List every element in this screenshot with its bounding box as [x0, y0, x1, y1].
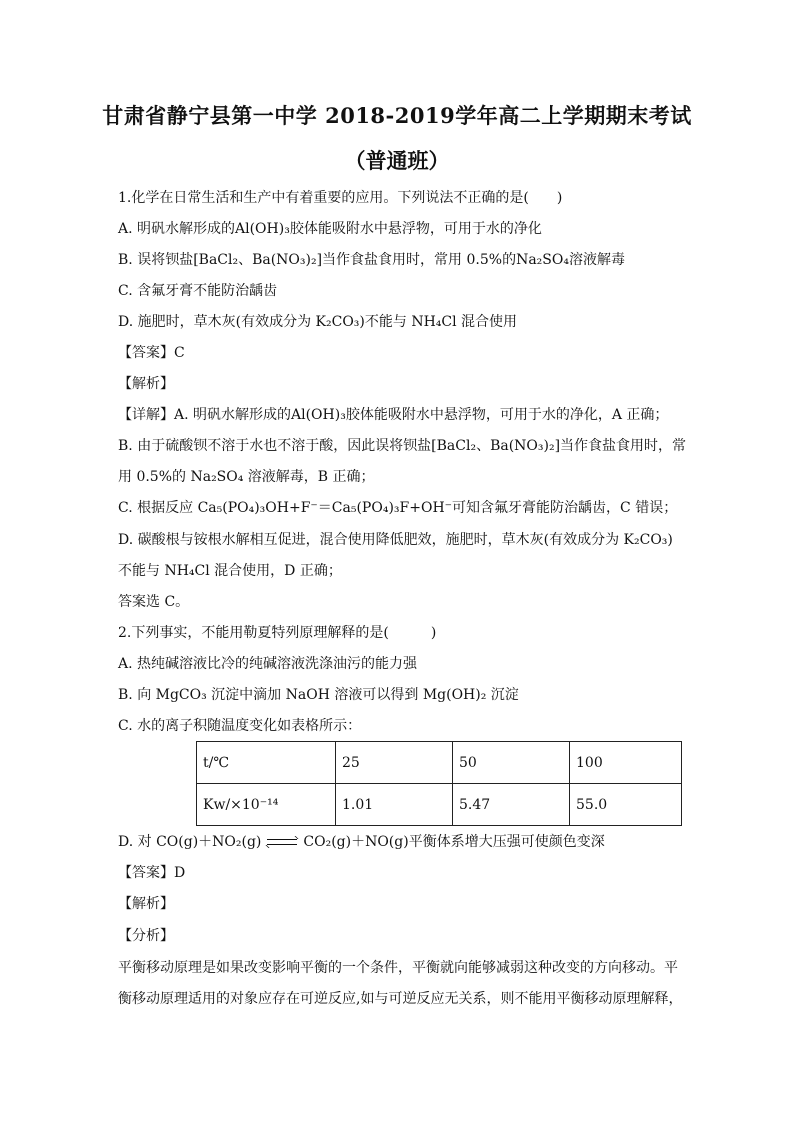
q1-detail-d-line2: 不能与 NH₄Cl 混合使用，D 正确； — [118, 563, 342, 579]
q1-detail-b-line1: B. 由于硫酸钡不溶于水也不溶于酸，因此误将钡盐[BaCl₂、Ba(NO₃)₂]当作食盐食用时，常 — [118, 438, 687, 454]
q2-analysis-heading: 【解析】 — [118, 896, 174, 912]
page-title: 甘肃省静宁县第一中学 2018-2019学年高二上学期期末考试 — [102, 103, 692, 128]
table-cell: 50 — [453, 742, 570, 784]
table-cell: t/℃ — [197, 742, 336, 784]
table-cell: 55.0 — [570, 784, 682, 826]
q2-fenxi-line1: 平衡移动原理是如果改变影响平衡的一个条件，平衡就向能够减弱这种改变的方向移动。平 — [118, 960, 678, 976]
q2-fenxi-heading: 【分析】 — [118, 928, 174, 944]
q1-detail-d-line1: D. 碳酸根与铵根水解相互促进，混合使用降低肥效，施肥时，草木灰(有效成分为 K₂CO₃) — [118, 532, 673, 548]
page-subtitle: （普通班） — [344, 148, 450, 173]
q2-option-d — [118, 832, 605, 852]
ion-product-table — [196, 741, 682, 826]
q1-option-b: B. 误将钡盐[BaCl₂、Ba(NO₃)₂]当作食盐食用时，常用 0.5%的Na₂SO₄溶液解毒 — [118, 252, 625, 268]
q2-option-d-reactants: D. 对 CO(g)＋NO₂(g) — [118, 834, 262, 850]
table-cell: Kw/×10⁻¹⁴ — [197, 784, 336, 826]
table-row — [197, 784, 682, 826]
q2-option-a: A. 热纯碱溶液比冷的纯碱溶液洗涤油污的能力强 — [118, 656, 418, 672]
q2-option-c: C. 水的离子积随温度变化如表格所示： — [118, 718, 362, 734]
q1-answer: 【答案】C — [118, 345, 185, 361]
q1-conclusion: 答案选 C。 — [118, 594, 190, 610]
q1-detail-b-line2: 用 0.5%的 Na₂SO₄ 溶液解毒，B 正确； — [118, 469, 375, 485]
q2-answer: 【答案】D — [118, 865, 186, 881]
q1-option-d: D. 施肥时，草木灰(有效成分为 K₂CO₃)不能与 NH₄Cl 混合使用 — [118, 314, 518, 330]
equilibrium-arrow-icon — [267, 838, 297, 846]
table-cell: 1.01 — [336, 784, 453, 826]
table-row — [197, 742, 682, 784]
q2-option-b: B. 向 MgCO₃ 沉淀中滴加 NaOH 溶液可以得到 Mg(OH)₂ 沉淀 — [118, 687, 519, 703]
q2-stem: 2.下列事实，不能用勒夏特列原理解释的是( ) — [118, 625, 437, 641]
q1-option-c: C. 含氟牙膏不能防治龋齿 — [118, 283, 278, 299]
q2-option-d-products: CO₂(g)＋NO(g)平衡体系增大压强可使颜色变深 — [303, 834, 605, 850]
q1-stem: 1.化学在日常生活和生产中有着重要的应用。下列说法不正确的是( ) — [118, 190, 563, 206]
q1-detail-c: C. 根据反应 Ca₅(PO₄)₃OH+F⁻＝Ca₅(PO₄)₃F+OH⁻可知含氟牙膏能防治龋齿，C 错误； — [118, 500, 678, 516]
q1-detail-a: 【详解】A. 明矾水解形成的Al(OH)₃胶体能吸附水中悬浮物，可用于水的净化，A 正确； — [118, 407, 669, 423]
q1-analysis-heading: 【解析】 — [118, 376, 174, 392]
table-cell: 25 — [336, 742, 453, 784]
table-cell: 5.47 — [453, 784, 570, 826]
q1-option-a: A. 明矾水解形成的Al(OH)₃胶体能吸附水中悬浮物，可用于水的净化 — [118, 221, 542, 237]
q2-fenxi-line2: 衡移动原理适用的对象应存在可逆反应,如与可逆反应无关系，则不能用平衡移动原理解释， — [118, 991, 683, 1007]
table-cell: 100 — [570, 742, 682, 784]
